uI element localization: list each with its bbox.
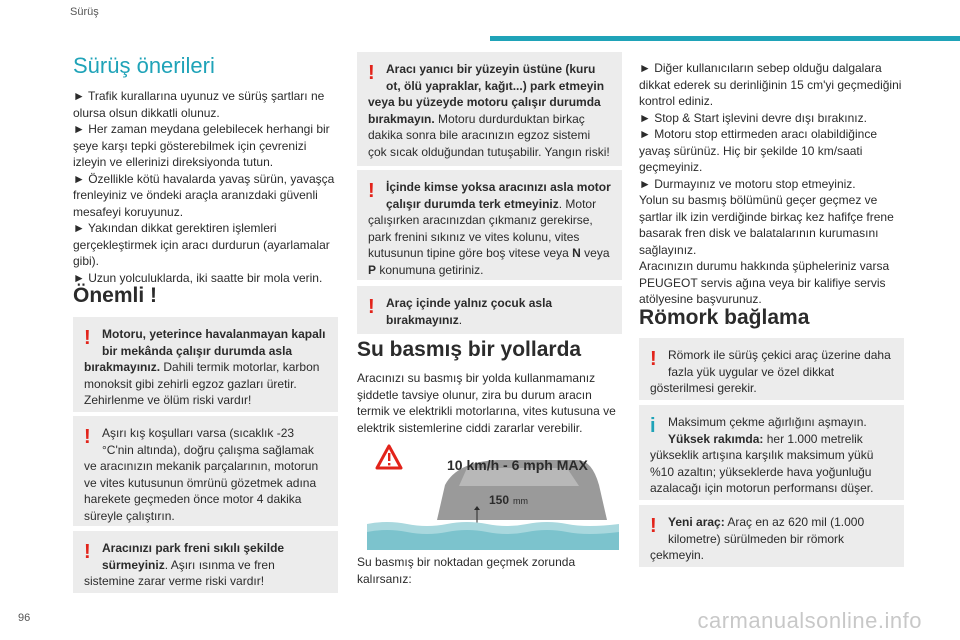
flood-steps-list <box>639 60 904 308</box>
depth-value: 150 <box>489 493 510 507</box>
tip-item: ► Yakından dikkat gerektiren işlemleri gerçekleştirmek için aracı durdurun (ayarlamalar gibi). <box>73 221 330 268</box>
tip-item: ► Özellikle kötü havalarda yavaş sürün, yavaşça frenleyiniz ve öndeki araçla aranızdaki güvenli mesafeyi koruyunuz. <box>73 171 335 219</box>
warning-box-towing-load <box>639 338 904 400</box>
warning-text: Römork ile sürüş çekici araç üzerine daha fazla yük uygular ve özel dikkat gösterilmesi gerekir. <box>650 348 891 395</box>
flood-step: ► Durmayınız ve motoru stop etmeyiniz. <box>639 176 856 191</box>
warning-box-parking-brake <box>73 531 338 593</box>
tip-item: ► Her zaman meydana gelebilecek herhangi bir şeye karşı tepki gösterebilmek için çevrenizi izleyin ve ellerinizi direksiyonda tutun. <box>73 122 330 169</box>
warning-text: Dahili termik motorlar, karbon monoksit gibi zehirli egzoz gazları üretir. Zehirlenme ve ölüm riski vardır! <box>84 360 320 407</box>
warning-box-ventilation <box>73 317 338 412</box>
warning-text: konumuna getiriniz. <box>376 262 484 277</box>
warning-box-flammable-surface <box>357 52 622 166</box>
gear-n-label: N <box>572 246 581 260</box>
page-number: 96 <box>18 612 31 624</box>
tip-item: ► Trafik kurallarına uyunuz ve sürüş şartları ne olursa olsun dikkatli olunuz. <box>73 89 325 120</box>
warning-bold-text: Yeni araç: <box>668 515 725 529</box>
info-box-altitude <box>639 405 904 500</box>
exclamation-warning-icon: ! <box>368 180 375 202</box>
exclamation-warning-icon: ! <box>84 426 91 448</box>
speed-limit-label: 10 km/h - 6 mph MAX <box>447 457 588 473</box>
exclamation-warning-icon: ! <box>368 296 375 318</box>
exclamation-warning-icon: ! <box>84 327 91 349</box>
warning-text: . Aşırı ısınma ve fren sistemine zarar verme riski vardır! <box>84 557 275 588</box>
flood-intro-text: Aracınızı su basmış bir yolda kullanmamanız şiddetle tavsiye olunur, zira bu durum aracın termik ve elektrikli motorlarına, vites kutusuna ve elektrik sistemlerine ciddi zararlar verebilir. <box>357 371 616 435</box>
warning-text: Araç en az 620 mil (1.000 kilometre) sürülmeden bir römork çekmeyin. <box>650 515 865 562</box>
flood-step: ► Diğer kullanıcıların sebep olduğu dalgalara dikkat ederek su derinliğinin 15 cm'yi geçmediğini kontrol ediniz. <box>639 61 902 108</box>
exclamation-warning-icon: ! <box>368 62 375 84</box>
warning-text: Motoru durdurduktan birkaç dakika sonra bile aracınızın egzoz sistemi çok sıcak olduğundan tutuşabilir. Yangın riski! <box>368 111 610 159</box>
warning-bold-text: Aracı yanıcı bir yüzeyin üstüne (kuru ot, ölü yapraklar, kağıt...) park etmeyin veya bu yüzeyde motoru çalışır durumda bırakmayın. <box>368 62 605 126</box>
warning-bold-text: İçinde kimse yoksa aracınızı asla motor çalışır durumda terk etmeyiniz <box>386 180 611 211</box>
tip-item: ► Uzun yolculuklarda, iki saatte bir mola verin. <box>73 270 323 285</box>
gear-p-label: P <box>368 262 377 277</box>
header-section-label: Sürüş <box>70 6 99 18</box>
exclamation-warning-icon: ! <box>650 348 657 370</box>
exclamation-warning-icon: ! <box>650 515 657 537</box>
warning-triangle-icon <box>377 446 401 468</box>
watermark: carmanualsonline.info <box>697 608 922 633</box>
flood-step: ► Motoru stop ettirmeden aracı olabildiğince yavaş sürünüz. Hiç bir şekilde 10 km/saati geçmeyiniz. <box>639 127 877 174</box>
flood-caption: Su basmış bir noktadan geçmek zorunda kalırsanız: <box>357 555 576 586</box>
warning-box-new-vehicle <box>639 505 904 567</box>
info-icon: i <box>650 415 656 437</box>
warning-text: veya <box>580 246 610 260</box>
warning-bold-text: Araç içinde yalnız çocuk asla bırakmayınız <box>386 296 553 327</box>
info-text: Maksimum çekme ağırlığını aşmayın. <box>668 415 867 429</box>
depth-unit: mm <box>513 496 528 506</box>
warning-text: Aşırı kış koşulları varsa (sıcaklık -23 °C'nin altında), doğru çalışma sağlamak ve aracınızın mekanik parçalarının, motorun ve vites kutusunun ömrünü gözetmek adına harekete geçmeden önce motor 4 dakika süreyle çalıştırın. <box>84 426 319 523</box>
warning-box-child <box>357 286 622 334</box>
warning-bold-text: Motoru, yeterince havalanmayan kapalı bir mekânda çalışır durumda asla bırakmayınız. <box>84 327 326 374</box>
warning-bold-text: Aracınızı park freni sıkılı şekilde sürmeyiniz <box>102 541 285 572</box>
warning-box-winter <box>73 416 338 526</box>
flood-step: Aracınızın durumu hakkında şüpheleriniz varsa PEUGEOT servis ağına veya bir kalifiye servis atölyesine başvurunuz. <box>639 259 890 306</box>
header-accent-bar <box>490 36 960 41</box>
page-title: Sürüş önerileri <box>73 53 215 78</box>
warning-box-unattended <box>357 170 622 280</box>
warning-text: . <box>458 312 463 327</box>
exclamation-warning-icon: ! <box>84 541 91 563</box>
driving-tips-list <box>73 88 338 286</box>
important-heading: Önemli ! <box>73 284 158 307</box>
towing-heading: Römork bağlama <box>639 306 810 329</box>
warning-text: . Motor çalışırken aracınızdan çıkmanız gerekirse, park frenini sıkınız ve vites kolunu, vites kutusunun tipine göre boş vitese veya <box>368 196 597 260</box>
flood-illustration <box>367 440 619 550</box>
flood-step: ► Stop & Start işlevini devre dışı bırakınız. <box>639 110 867 125</box>
flood-heading: Su basmış bir yollarda <box>357 338 582 361</box>
info-text: her 1.000 metrelik yükseklik artışına karşılık maksimum yükü %10 azaltın; yükseklerde hava yoğunluğu azalacağı için motorun performansı düşer. <box>650 431 874 495</box>
info-bold-text: Yüksek rakımda: <box>668 431 764 446</box>
flood-step: Yolun su basmış bölümünü geçer geçmez ve şartlar ilk izin verdiğinde birkaç kez hafifçe frene basarak fren disk ve balatalarının kurumasını sağlayınız. <box>639 193 894 257</box>
